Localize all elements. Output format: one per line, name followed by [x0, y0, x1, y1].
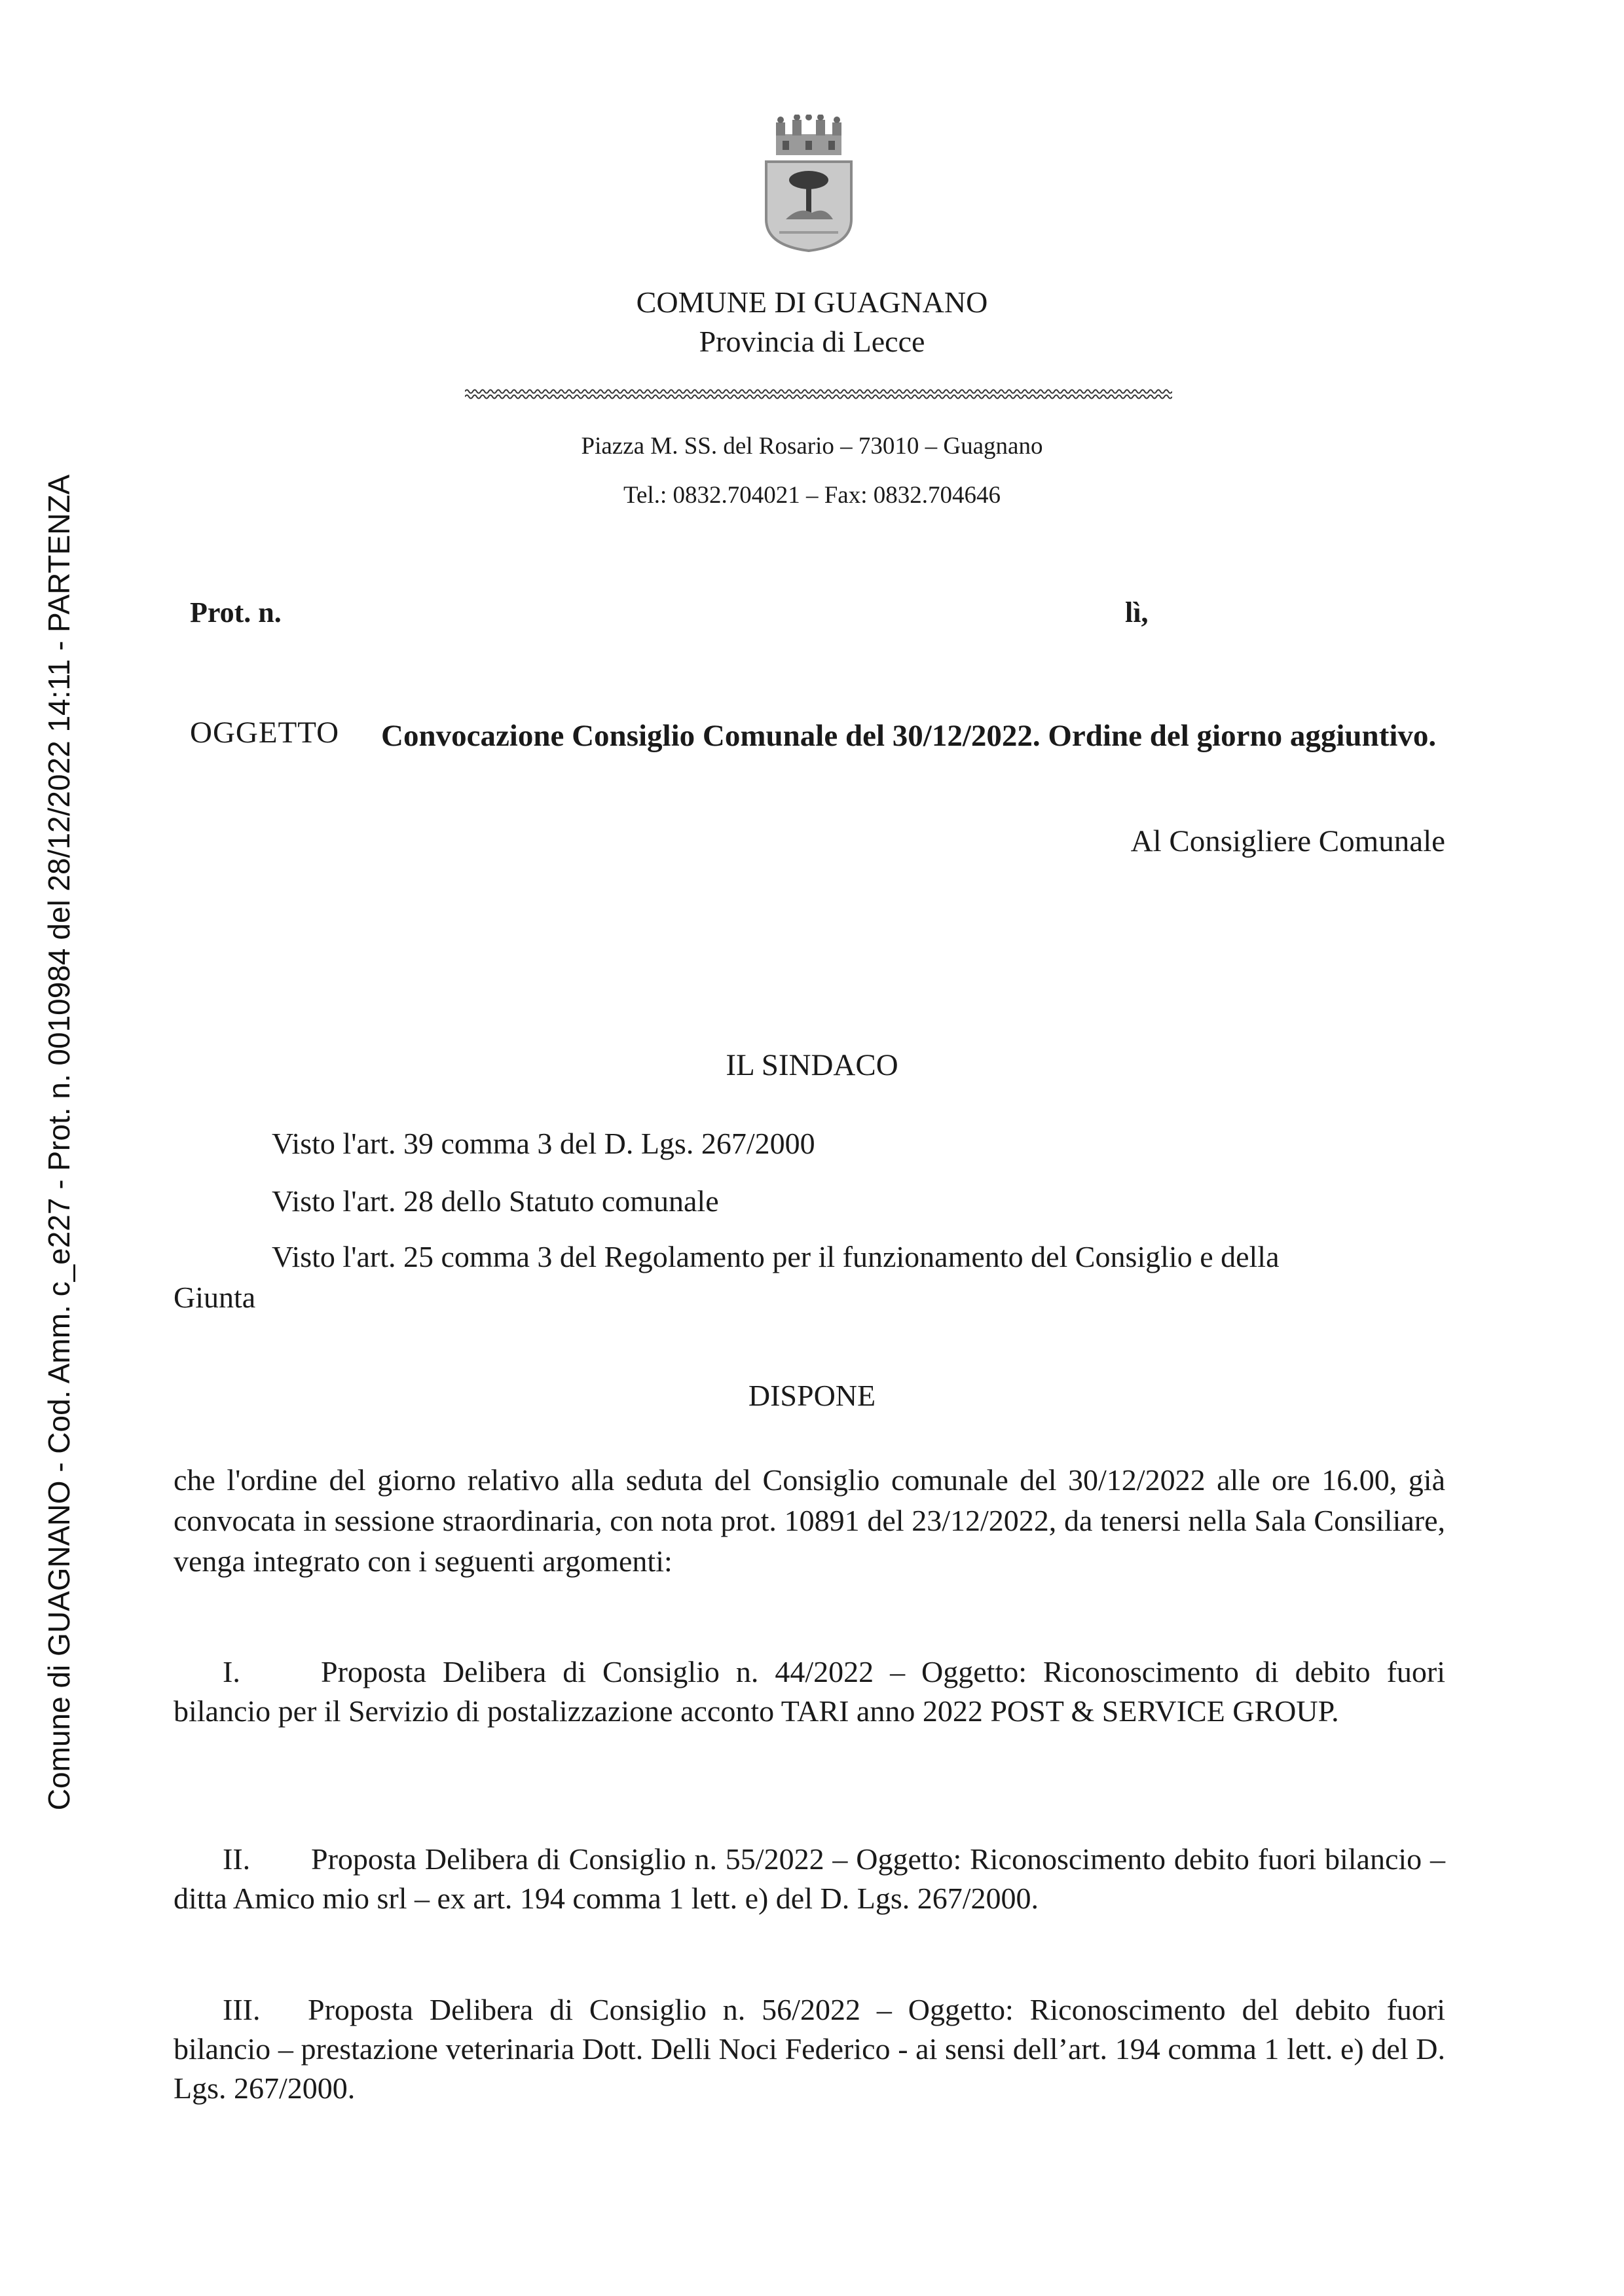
agenda-item: [174, 1652, 1445, 1731]
main-paragraph: che l'ordine del giorno relativo alla seduta del Consiglio comunale del 30/12/2022 alle ore 16.00, già convocata in sessione straordinaria, con nota prot. 10891 del 23/12/2022, da tenersi nella Sala Consiliare, venga integrato con i seguenti argomenti:: [174, 1463, 1445, 1578]
protocol-number-label: Prot. n.: [190, 596, 282, 629]
title-dispone: DISPONE: [748, 1379, 876, 1412]
visto-line-continuation: Giunta: [174, 1281, 256, 1314]
subject-text: Convocazione Consiglio Comunale del 30/12/2022. Ordine del giorno aggiuntivo.: [381, 719, 1437, 753]
visto-line: Visto l'art. 28 dello Statuto comunale: [272, 1184, 719, 1218]
title-sindaco: IL SINDACO: [726, 1048, 898, 1082]
municipality-contacts: Tel.: 0832.704021 – Fax: 0832.704646: [623, 482, 1001, 509]
agenda-item: [174, 1840, 1445, 1918]
agenda-item-number: II.: [223, 1842, 251, 1876]
province-name: Provincia di Lecce: [699, 325, 925, 358]
agenda-item-number: III.: [223, 1993, 261, 2026]
municipality-address: Piazza M. SS. del Rosario – 73010 – Guagnano: [581, 433, 1043, 460]
header-wavy-rule: [465, 386, 1172, 402]
municipality-name: COMUNE DI GUAGNANO: [636, 285, 988, 319]
agenda-item-number: I.: [223, 1655, 240, 1688]
recipient: Al Consigliere Comunale: [1130, 824, 1445, 858]
date-place-label: lì,: [1125, 596, 1149, 629]
agenda-item: [174, 1990, 1445, 2108]
subject-label: OGGETTO: [190, 716, 340, 750]
agenda-item-text: Proposta Delibera di Consiglio n. 56/2022 – Oggetto: Riconoscimento del debito fuori bilancio – prestazione veterinaria Dott. Delli Noci Federico - ai sensi dell’art. 194 comma 1 lett. e) del D. Lgs. 267/2000.: [174, 1993, 1445, 2105]
agenda-item-text: Proposta Delibera di Consiglio n. 44/2022 – Oggetto: Riconoscimento di debito fuori bilancio per il Servizio di postalizzazione acconto TARI anno 2022 POST & SERVICE GROUP.: [174, 1655, 1445, 1728]
protocol-stamp: Comune di GUAGNANO - Cod. Amm. c_e227 - Prot. n. 0010984 del 28/12/2022 14:11 - PARTENZA: [42, 474, 76, 1811]
visto-line: Visto l'art. 39 comma 3 del D. Lgs. 267/2000: [272, 1127, 815, 1160]
coat-of-arms-icon: [760, 115, 858, 252]
agenda-item-text: Proposta Delibera di Consiglio n. 55/2022 – Oggetto: Riconoscimento debito fuori bilancio – ditta Amico mio srl – ex art. 194 comma 1 lett. e) del D. Lgs. 267/2000.: [174, 1842, 1445, 1915]
visto-line: Visto l'art. 25 comma 3 del Regolamento per il funzionamento del Consiglio e della: [272, 1240, 1280, 1273]
